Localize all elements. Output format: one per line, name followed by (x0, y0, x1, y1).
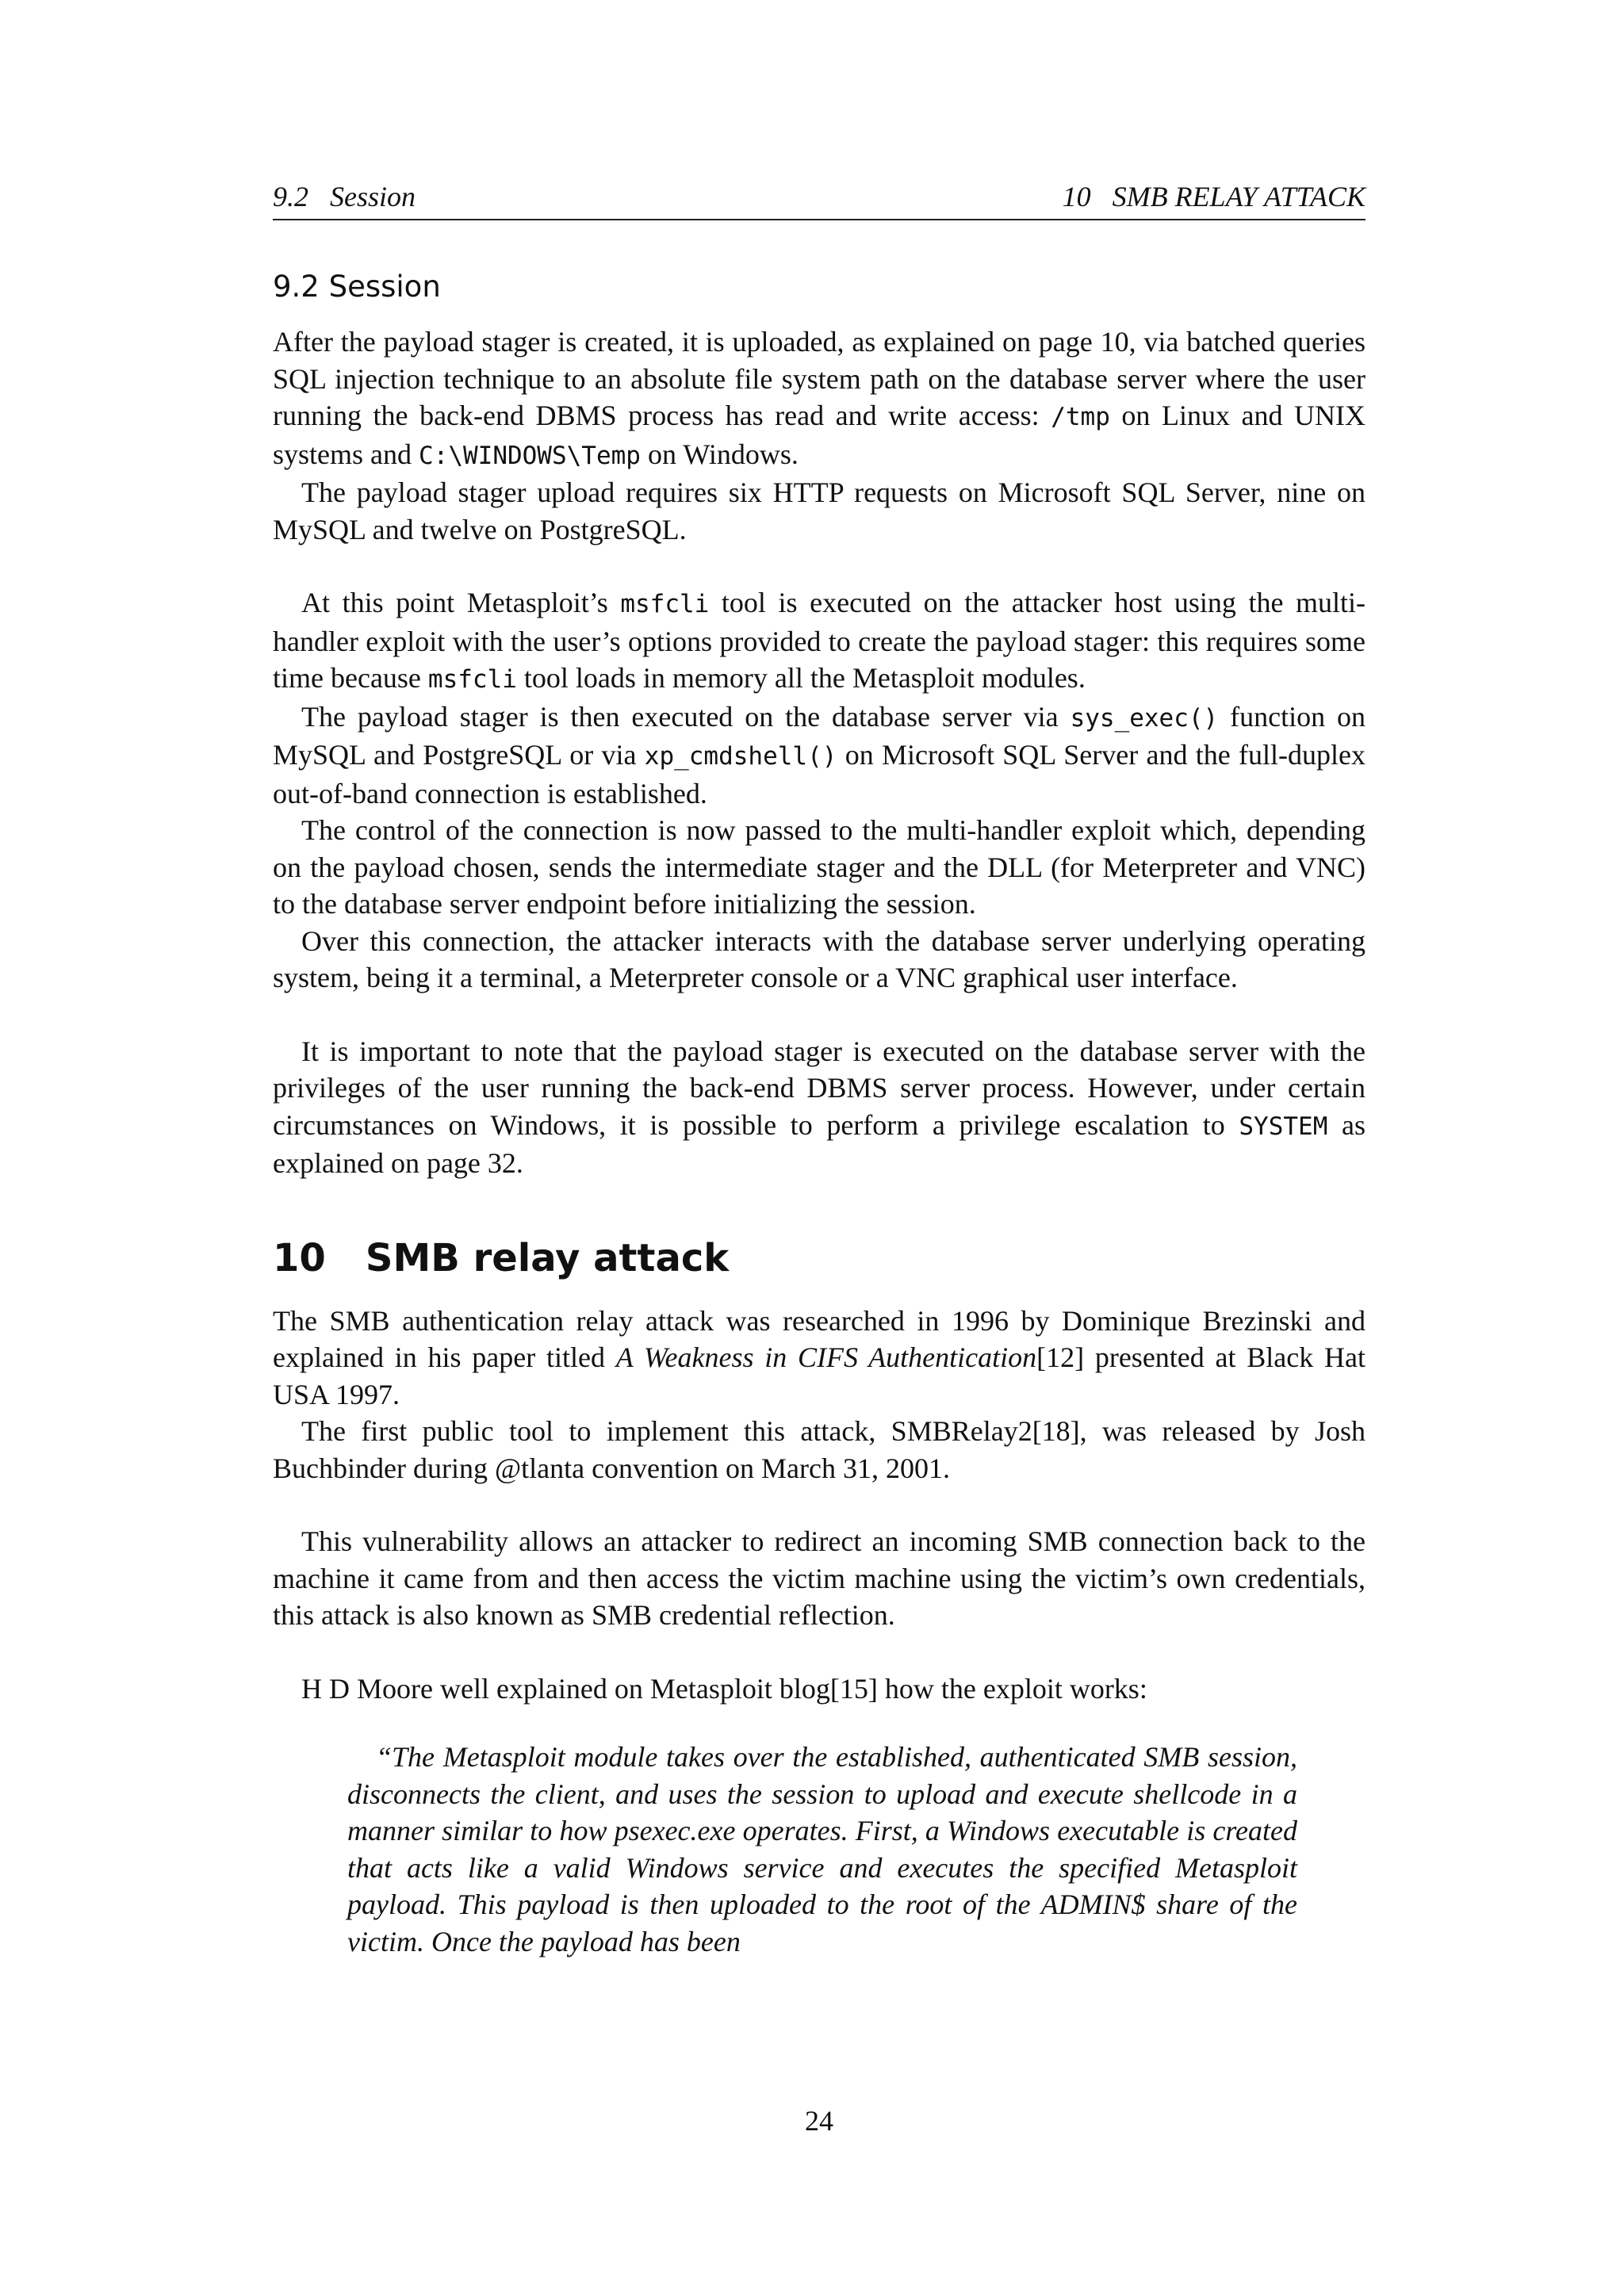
paragraph: After the payload stager is created, it is uploaded, as explained on page 10, via batched queries SQL injection technique to an absolute file system path on the database server where the user running the back-end DBMS process has read and write access: /tmp on Linux and UNIX systems and C:\WINDOWS\Temp on Windows. (273, 326, 1366, 470)
paragraph: At this point Metasploit’s msfcli tool is executed on the attacker host using the multi-handler exploit with the user’s options provided to create the payload stager: this requires some time because msfcli tool loads in memory all the Metasploit modules. (273, 587, 1365, 694)
code-inline: xp_cmdshell() (644, 742, 837, 771)
paragraph: The SMB authentication relay attack was researched in 1996 by Dominique Brezinski and explained in his paper titled A Weakness in CIFS Authentication[12] presented at Black Hat USA 1997. (273, 1304, 1366, 1410)
section-heading: 10 SMB relay attack (273, 1235, 730, 1280)
code-inline: C:\WINDOWS\Temp (419, 441, 641, 470)
paper-title: A Weakness in CIFS Authentication (615, 1341, 1037, 1373)
paragraph: It is important to note that the payload stager is executed on the database server with the privileges of the user running the back-end DBMS server process. However, under certain circumstances on Windows, it is possible to perform a privilege escalation to SYSTEM as explained on page 32. (273, 1035, 1365, 1179)
code-inline: SYSTEM (1239, 1112, 1328, 1141)
paragraph: The payload stager is then executed on the database server via sys_exec() function on MySQL and PostgreSQL or via xp_cmdshell() on Microsoft SQL Server and the full-duplex out-of-band connection is established. (273, 700, 1365, 809)
paragraph: This vulnerability allows an attacker to redirect an incoming SMB connection back to the machine it came from and then access the victim machine using the victim’s own credentials, this attack is also known as SMB credential reflection. (273, 1525, 1365, 1631)
running-header (273, 174, 1365, 220)
page (273, 174, 1365, 2252)
subsection-heading: 9.2 Session (273, 270, 441, 304)
paragraph: H D Moore well explained on Metasploit blog[15] how the exploit works: (301, 1672, 1147, 1705)
paragraph: The control of the connection is now passed to the multi-handler exploit which, depending on the payload chosen, sends the intermediate stager and the DLL (for Meterpreter and VNC) to the database server endpoint before initializing the session. (273, 814, 1365, 920)
code-inline: sys_exec() (1070, 703, 1219, 733)
block-quote (347, 1739, 1297, 1960)
paragraph: The payload stager upload requires six HTTP requests on Microsoft SQL Server, nine on MySQL and twelve on PostgreSQL. (273, 476, 1365, 545)
paragraph: Over this connection, the attacker interacts with the database server underlying operating system, being it a terminal, a Meterpreter console or a VNC graphical user interface. (273, 924, 1365, 993)
page-number: 24 (805, 2105, 833, 2137)
code-inline: /tmp (1051, 403, 1110, 431)
header-section-right: 10 SMB RELAY ATTACK (1062, 181, 1365, 212)
header-section-left: 9.2 Session (273, 181, 416, 212)
code-inline: msfcli (620, 590, 710, 618)
paragraph: The first public tool to implement this attack, SMBRelay2[18], was released by Josh Buchbinder during @tlanta convention on March 31, 2001. (273, 1415, 1365, 1484)
code-inline: msfcli (427, 665, 517, 694)
quote-text: “The Metasploit module takes over the established, authenticated SMB session, disconnects the client, and uses the session to upload and execute shellcode in a manner similar to how psexec.exe operates. First, a Windows executable is created that acts like a valid Windows service and executes the specified Metasploit payload. This payload is then uploaded to the root of the ADMIN$ share of the victim. Once the payload has been (347, 1741, 1297, 1957)
